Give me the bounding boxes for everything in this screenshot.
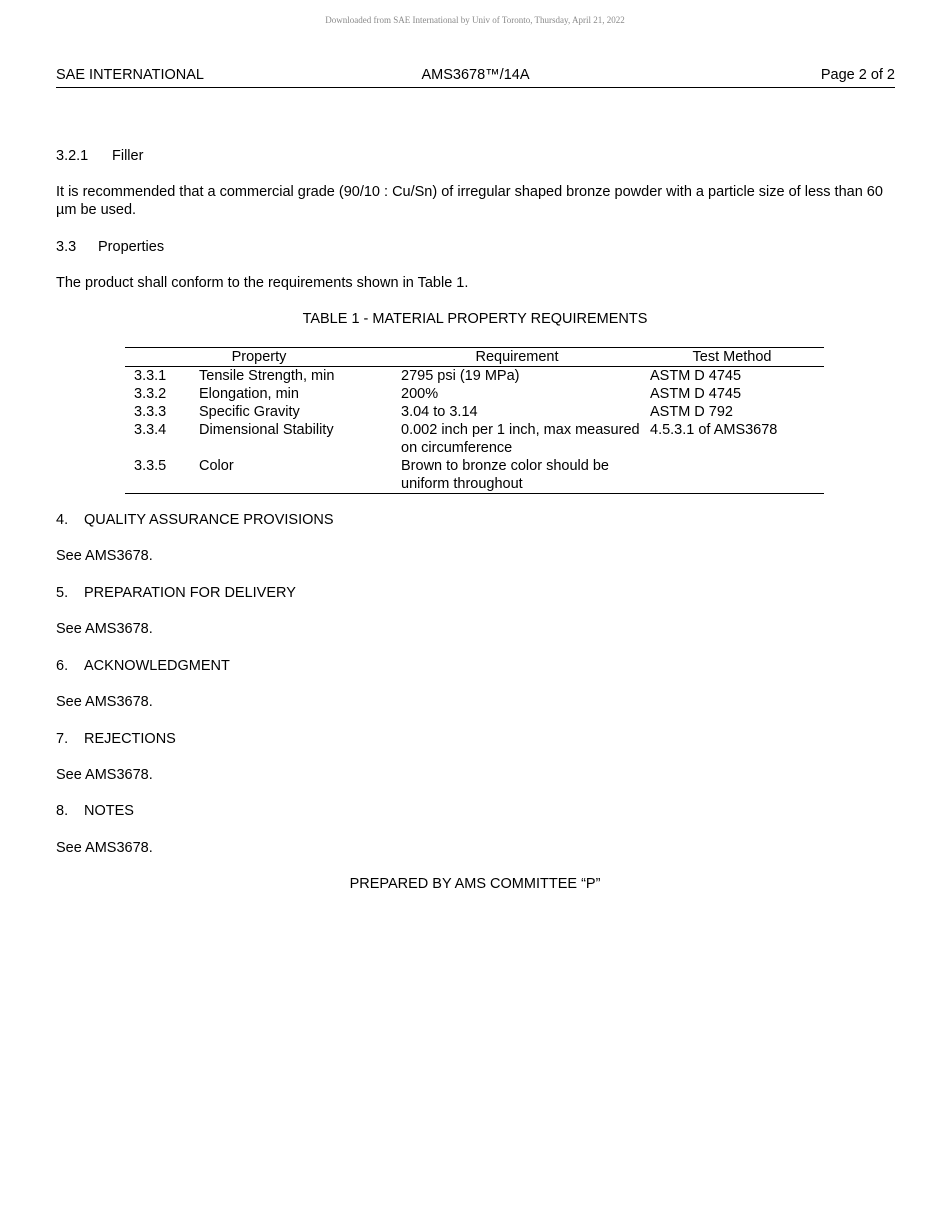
table-caption: TABLE 1 - MATERIAL PROPERTY REQUIREMENTS <box>302 311 648 327</box>
table-row <box>125 385 824 403</box>
table-row <box>125 421 824 457</box>
header-org: SAE INTERNATIONAL <box>56 67 204 83</box>
section-number: 7. <box>56 731 69 747</box>
section-heading-5 <box>56 584 296 602</box>
section-text-5: See AMS3678. <box>56 621 153 637</box>
row-number: 3.3.4 <box>134 422 167 438</box>
header-doc-id: AMS3678™/14A <box>421 67 530 83</box>
table-row <box>125 457 824 493</box>
section-number: 3.2.1 <box>56 148 89 164</box>
row-property: Tensile Strength, min <box>199 368 335 384</box>
section-text-7: See AMS3678. <box>56 767 153 783</box>
section-title: QUALITY ASSURANCE PROVISIONS <box>84 512 334 528</box>
section-title: PREPARATION FOR DELIVERY <box>84 585 296 601</box>
row-number: 3.3.5 <box>134 458 167 474</box>
row-test-method: ASTM D 4745 <box>650 386 742 402</box>
row-requirement: Brown to bronze color should be uniform throughout <box>401 458 609 492</box>
column-header-requirement: Requirement <box>475 349 559 365</box>
table-row <box>125 367 824 385</box>
section-number: 8. <box>56 803 69 819</box>
row-requirement: 2795 psi (19 MPa) <box>401 368 520 384</box>
table-row <box>125 403 824 421</box>
section-text-4: See AMS3678. <box>56 548 153 564</box>
download-watermark: Downloaded from SAE International by Univ of Toronto, Thursday, April 21, 2022 <box>325 15 625 25</box>
row-property: Dimensional Stability <box>199 422 334 438</box>
section-number: 6. <box>56 658 69 674</box>
section-title: ACKNOWLEDGMENT <box>84 658 230 674</box>
section-text-8: See AMS3678. <box>56 840 153 856</box>
section-number: 5. <box>56 585 69 601</box>
section-heading-7 <box>56 730 176 748</box>
table-header-row <box>125 348 824 367</box>
row-number: 3.3.2 <box>134 386 167 402</box>
section-heading-6 <box>56 657 230 675</box>
section-title: Properties <box>98 239 165 255</box>
row-requirement: 0.002 inch per 1 inch, max measured on circumference <box>401 422 640 456</box>
row-requirement: 200% <box>401 386 439 402</box>
section-text-3-3: The product shall conform to the requirements shown in Table 1. <box>56 275 469 291</box>
material-property-table <box>125 347 824 494</box>
section-title: NOTES <box>84 803 134 819</box>
row-property: Color <box>199 458 234 474</box>
row-number: 3.3.1 <box>134 368 167 384</box>
section-heading-3-2-1 <box>56 147 143 165</box>
row-requirement: 3.04 to 3.14 <box>401 404 478 420</box>
prepared-by-footer: PREPARED BY AMS COMMITTEE “P” <box>349 876 601 892</box>
row-test-method: ASTM D 4745 <box>650 368 742 384</box>
section-title: Filler <box>112 148 144 164</box>
section-number: 3.3 <box>56 239 77 255</box>
section-text-3-2-1: It is recommended that a commercial grade (90/10 : Cu/Sn) of irregular shaped bronze powder with a particle size of less than 60 µm be used. <box>56 184 883 218</box>
section-heading-3-3 <box>56 238 164 256</box>
row-property: Specific Gravity <box>199 404 300 420</box>
section-heading-4 <box>56 511 334 529</box>
column-header-property: Property <box>231 349 287 365</box>
header-page-number: Page 2 of 2 <box>820 67 895 83</box>
column-header-test-method: Test Method <box>692 349 772 365</box>
row-test-method: 4.5.3.1 of AMS3678 <box>650 422 778 438</box>
row-number: 3.3.3 <box>134 404 167 420</box>
page-header <box>56 67 895 88</box>
section-number: 4. <box>56 512 69 528</box>
section-heading-8 <box>56 802 134 820</box>
row-test-method: ASTM D 792 <box>650 404 733 420</box>
section-text-6: See AMS3678. <box>56 694 153 710</box>
section-title: REJECTIONS <box>84 731 176 747</box>
row-property: Elongation, min <box>199 386 299 402</box>
